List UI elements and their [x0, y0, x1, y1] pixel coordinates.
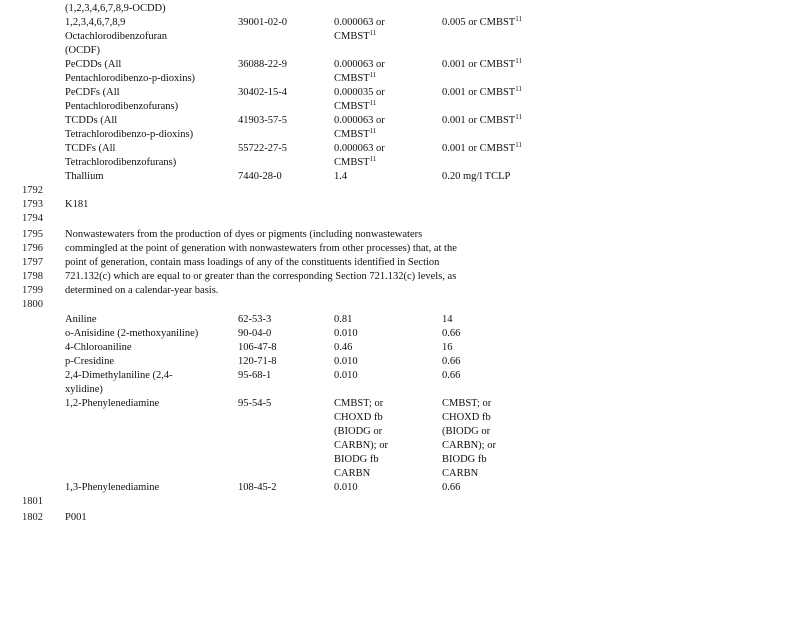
- top-row-4-name-l2: Pentachlorodibenzofurans): [65, 101, 179, 112]
- bottom-row-6-nww-l1: CMBST; or: [442, 398, 492, 409]
- bottom-row-2-nww: 0.66: [442, 328, 461, 339]
- bottom-row-3-cas: 106-47-8: [238, 342, 277, 353]
- top-row-6-name-l1: TCDFs (All: [65, 143, 116, 154]
- top-row-4-name-l1: PeCDFs (All: [65, 87, 120, 98]
- bottom-row-6-name: 1,2-Phenylenediamine: [65, 398, 160, 409]
- description-line-5: determined on a calendar-year basis.: [65, 285, 219, 296]
- top-row-5-name-l2: Tetrachlorodibenzo-p-dioxins): [65, 129, 194, 140]
- line-number: 1801: [22, 496, 43, 507]
- bottom-row-6-ww-l2: CHOXD fb: [334, 412, 383, 423]
- bottom-row-6-nww-l3: (BIODG or: [442, 426, 491, 437]
- bottom-row-1-name: Aniline: [65, 314, 97, 325]
- waste-code-k181: K181: [65, 199, 89, 210]
- bottom-row-5-name-l2: xylidine): [65, 384, 103, 395]
- top-row-6-ww-l1: 0.000063 or: [334, 143, 385, 154]
- line-number: 1796: [22, 243, 43, 254]
- bottom-row-5-cas: 95-68-1: [238, 370, 272, 381]
- bottom-row-3-nww: 16: [442, 342, 453, 353]
- top-row-7-name: Thallium: [65, 171, 104, 182]
- top-row-3-nww: 0.001 or CMBST$^{11}$: [442, 57, 522, 70]
- bottom-row-6-ww-l6: CARBN: [334, 468, 371, 479]
- bottom-row-7-name: 1,3-Phenylenediamine: [65, 482, 160, 493]
- top-row-3-name-l2: Pentachlorodibenzo-p-dioxins): [65, 73, 196, 84]
- bottom-row-6-nww-l2: CHOXD fb: [442, 412, 491, 423]
- bottom-row-4-nww: 0.66: [442, 356, 461, 367]
- top-row-4-ww-l1: 0.000035 or: [334, 87, 385, 98]
- waste-code-p001: P001: [65, 512, 87, 523]
- top-row-2-nww: 0.005 or CMBST$^{11}$: [442, 15, 522, 28]
- bottom-row-1-ww: 0.81: [334, 314, 353, 325]
- top-row-5-ww-l1: 0.000063 or: [334, 115, 385, 126]
- bottom-row-7-cas: 108-45-2: [238, 482, 277, 493]
- bottom-row-2-ww: 0.010: [334, 328, 358, 339]
- footnote-mark: 11: [369, 71, 377, 79]
- top-row-6-ww-l2: CMBST$^{11}$: [334, 155, 377, 168]
- bottom-row-3-name: 4-Chloroaniline: [65, 342, 132, 353]
- bottom-row-4-name: p-Cresidine: [65, 356, 114, 367]
- bottom-row-6-cas: 95-54-5: [238, 398, 272, 409]
- line-number: 1798: [22, 271, 43, 282]
- top-row-1-name: (1,2,3,4,6,7,8,9-OCDD): [65, 3, 166, 14]
- top-row-4-nww: 0.001 or CMBST$^{11}$: [442, 85, 522, 98]
- bottom-row-5-ww: 0.010: [334, 370, 358, 381]
- top-row-3-ww-l1: 0.000063 or: [334, 59, 385, 70]
- top-row-5-cas: 41903-57-5: [238, 115, 287, 126]
- top-row-4-cas: 30402-15-4: [238, 87, 287, 98]
- top-row-6-nww: 0.001 or CMBST$^{11}$: [442, 141, 522, 154]
- footnote-mark: 11: [369, 155, 377, 163]
- footnote-mark: 11: [515, 141, 522, 149]
- top-row-2-name-l1: 1,2,3,4,6,7,8,9: [65, 17, 126, 28]
- top-row-5-nww: 0.001 or CMBST$^{11}$: [442, 113, 522, 126]
- top-row-2-ww-l1: 0.000063 or: [334, 17, 385, 28]
- bottom-row-4-cas: 120-71-8: [238, 356, 277, 367]
- top-row-2-ww-l2: CMBST$^{11}$: [334, 29, 377, 42]
- top-row-7-cas: 7440-28-0: [238, 171, 282, 182]
- top-row-3-ww-l2: CMBST$^{11}$: [334, 71, 377, 84]
- description-line-4: 721.132(c) which are equal to or greater than the corresponding Section 721.132(c) levels, as: [65, 271, 457, 282]
- bottom-row-6-ww-l1: CMBST; or: [334, 398, 384, 409]
- top-row-5-name-l1: TCDDs (All: [65, 115, 118, 126]
- top-row-4-ww-l2: CMBST$^{11}$: [334, 99, 377, 112]
- footnote-mark: 11: [369, 99, 377, 107]
- line-number: 1800: [22, 299, 43, 310]
- top-row-2-name-l2: Octachlorodibenzofuran: [65, 31, 168, 42]
- footnote-mark: 11: [515, 85, 522, 93]
- bottom-row-2-name: o-Anisidine (2-methoxyaniline): [65, 328, 199, 339]
- bottom-row-6-ww-l5: BIODG fb: [334, 454, 379, 465]
- description-line-3: point of generation, contain mass loadings of any of the constituents identified in Section: [65, 257, 440, 268]
- top-row-6-name-l2: Tetrachlorodibenzofurans): [65, 157, 177, 168]
- bottom-row-7-ww: 0.010: [334, 482, 358, 493]
- line-number: 1799: [22, 285, 43, 296]
- top-row-2-name-l3: (OCDF): [65, 45, 101, 56]
- bottom-row-6-nww-l6: CARBN: [442, 468, 479, 479]
- top-row-7-nww: 0.20 mg/l TCLP: [442, 171, 511, 182]
- bottom-row-1-nww: 14: [442, 314, 453, 325]
- bottom-row-6-ww-l4: CARBN); or: [334, 440, 388, 451]
- line-number: 1794: [22, 213, 43, 224]
- bottom-row-2-cas: 90-04-0: [238, 328, 272, 339]
- bottom-row-4-ww: 0.010: [334, 356, 358, 367]
- line-number: 1802: [22, 512, 43, 523]
- bottom-row-1-cas: 62-53-3: [238, 314, 272, 325]
- footnote-mark: 11: [369, 29, 377, 37]
- description-line-1: Nonwastewaters from the production of dyes or pigments (including nonwastewaters: [65, 229, 423, 240]
- top-row-2-cas: 39001-02-0: [238, 17, 287, 28]
- bottom-row-3-ww: 0.46: [334, 342, 353, 353]
- footnote-mark: 11: [515, 57, 522, 65]
- top-row-6-cas: 55722-27-5: [238, 143, 287, 154]
- top-row-5-ww-l2: CMBST$^{11}$: [334, 127, 377, 140]
- line-number: 1797: [22, 257, 43, 268]
- top-row-7-ww: 1.4: [334, 171, 348, 182]
- bottom-row-7-nww: 0.66: [442, 482, 461, 493]
- footnote-mark: 11: [515, 113, 522, 121]
- footnote-mark: 11: [369, 127, 377, 135]
- top-row-3-cas: 36088-22-9: [238, 59, 287, 70]
- line-number: 1792: [22, 185, 43, 196]
- description-line-2: commingled at the point of generation with nonwastewaters from other processes) that, at the: [65, 243, 457, 254]
- bottom-row-5-nww: 0.66: [442, 370, 461, 381]
- bottom-row-6-nww-l5: BIODG fb: [442, 454, 487, 465]
- bottom-row-6-nww-l4: CARBN); or: [442, 440, 496, 451]
- bottom-row-6-ww-l3: (BIODG or: [334, 426, 383, 437]
- line-number: 1795: [22, 229, 43, 240]
- line-number: 1793: [22, 199, 43, 210]
- footnote-mark: 11: [515, 15, 522, 23]
- bottom-row-5-name-l1: 2,4-Dimethylaniline (2,4-: [65, 370, 173, 381]
- top-row-3-name-l1: PeCDDs (All: [65, 59, 122, 70]
